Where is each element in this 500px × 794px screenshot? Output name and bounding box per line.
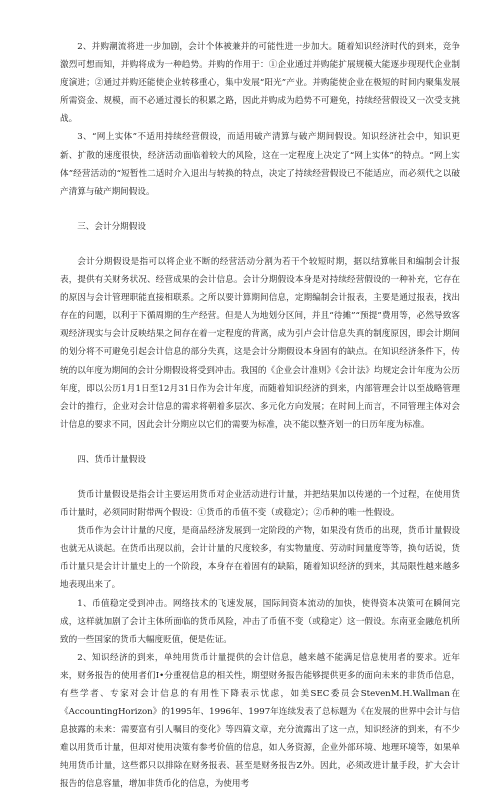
paragraph: 会计分期假设是指可以将企业不断的经营活动分割为若干个较短时期，据以结算帐目和编制会计报表，提供有关财务状况、经营成果的会计信息。会计分期假设本身是对持续经营假设的一种补充，它存在的原因与会计管理职能直接相联系。之所以要计算期间信息，定期编制会计报表，主要是通过报表，找出存在的问题，以利于下循周期的生产经营。但是人为地划分区间，并且“待摊”“预提”费用等，必然导致客观经济现实与会计反映结果之间存在着一定程度的背离，成为引卢会计信息失真的制度原因，即会计期间的划分将不可避免引起会计信息的部分失真，这是会计分期假设本身固有的缺点。在知识经济条件下，传统的以年度为期间的会计分期假设将受到冲击。我国的《企业会计准则》《会计法》均规定会计年度为公历年度，即以公历1月1日至12月31日作为会计年度，而随着知识经济的到来，内部管理会计以至战略管理会计的推行，企业对会计信息的需求将朝着多层次、多元化方向发展；在时间上而言，不同管理主体对会计信息的要求不同，因此会计分期应以它们的需要为标准，决不能以整齐划一的日历年度为标准。 bbox=[60, 256, 460, 430]
paragraph: 1、币值稳定受到冲击。网络技术的飞速发展，国际间资本流动的加快，使得资本决策可在瞬间完成，这样就加剧了会计主体所面临的货币风险，冲击了币值不变（或稳定）这一假设。东南亚金融危机所致的一些国家的货币大幅度贬值，便是佐证。 bbox=[60, 598, 460, 645]
paragraph: 3、“网上实体”不适用持续经营假设，而适用破产清算与破产期间假设。知识经济社会中，知识更新、扩散的速度很快，经济活动面临着较大的风险，这在一定程度上决定了“网上实体”的特点。“网上实体”经营活动的“短暂性二适时介入退出与转换的特点，决定了持续经营假设已不能适应，而必须代之以破产清算与破产期间假设。 bbox=[60, 132, 460, 197]
paragraph: 货币作为会计计量的尺度，是商品经济发展到一定阶段的产物，如果没有货币的出现，货币计量假设也就无从谈起。在货币出现以前，会计计量的尺度较多，有实物量度、劳动时间量度等等，换句话说，货币计量只是会计计量史上的一个阶段，本身存在着固有的缺陷，随着知识经济的到来，其局限性越来越多地表现出来了。 bbox=[60, 526, 460, 591]
document-page bbox=[60, 38, 460, 794]
paragraph: 2、知识经济的到来，单纯用货币计量提供的会计信息，越来越不能满足信息使用者的要求。近年来，财务报告的使用者们I•分重视信息的相关性，期望财务报告能够提供更多的面向未来的非货币信息，有些学者、专家对会计信息的有用性下降表示忧虑，如美SEC委员会StevenM.H.Wallman在《AccountingHorizon》的1995年、1996年、1997年连续发表了总标题为《在发展的世界中会计与信息披露的未来：需要富有引人嘱目的变化》等四篇文章，充分流露出了这一点，知识经济的到来，有不少难以用货币计量，但却对使用决策有参考价值的信息，如人务资源，企业外部环境、地理环境等，如果单纯用货币计量，这些都只以排除在财务报表、甚至是财务报告Z外。因此，必须改进计量手段，扩大会计报告的信息容量，增加非货币化的信息，为使用考 bbox=[60, 652, 460, 790]
section-heading: 三、会计分期假设 bbox=[77, 221, 146, 232]
paragraph: 2、并购潮流将进一步加剧，会计个体被兼并的可能性进一步加大。随着知识经济时代的到来，竞争激烈可想而知，并购将成为一种趋势。并购的作用于：①企业通过并购能扩展规模大能逐步现现代企业制度演进；②通过并购还能使企业转移重心，集中发展“阳光”产业。并购能使企业在极短的时间内聚集发展所需资金、规模，而不必通过漫长的积累之路，因此并购成为趋势不可避免，持续经营假设又一次受支挑战。 bbox=[60, 42, 460, 125]
paragraph: 货币计量假设是指会计主要运用货币对企业活动进行计量，并把结果加以传递的一个过程，在使用货币计量时，必须同时附带两个假设：①货币的币值不变（或稳定）；②币种的唯一性假设。 bbox=[60, 489, 460, 519]
section-heading: 四、货币计量假设 bbox=[77, 454, 146, 465]
